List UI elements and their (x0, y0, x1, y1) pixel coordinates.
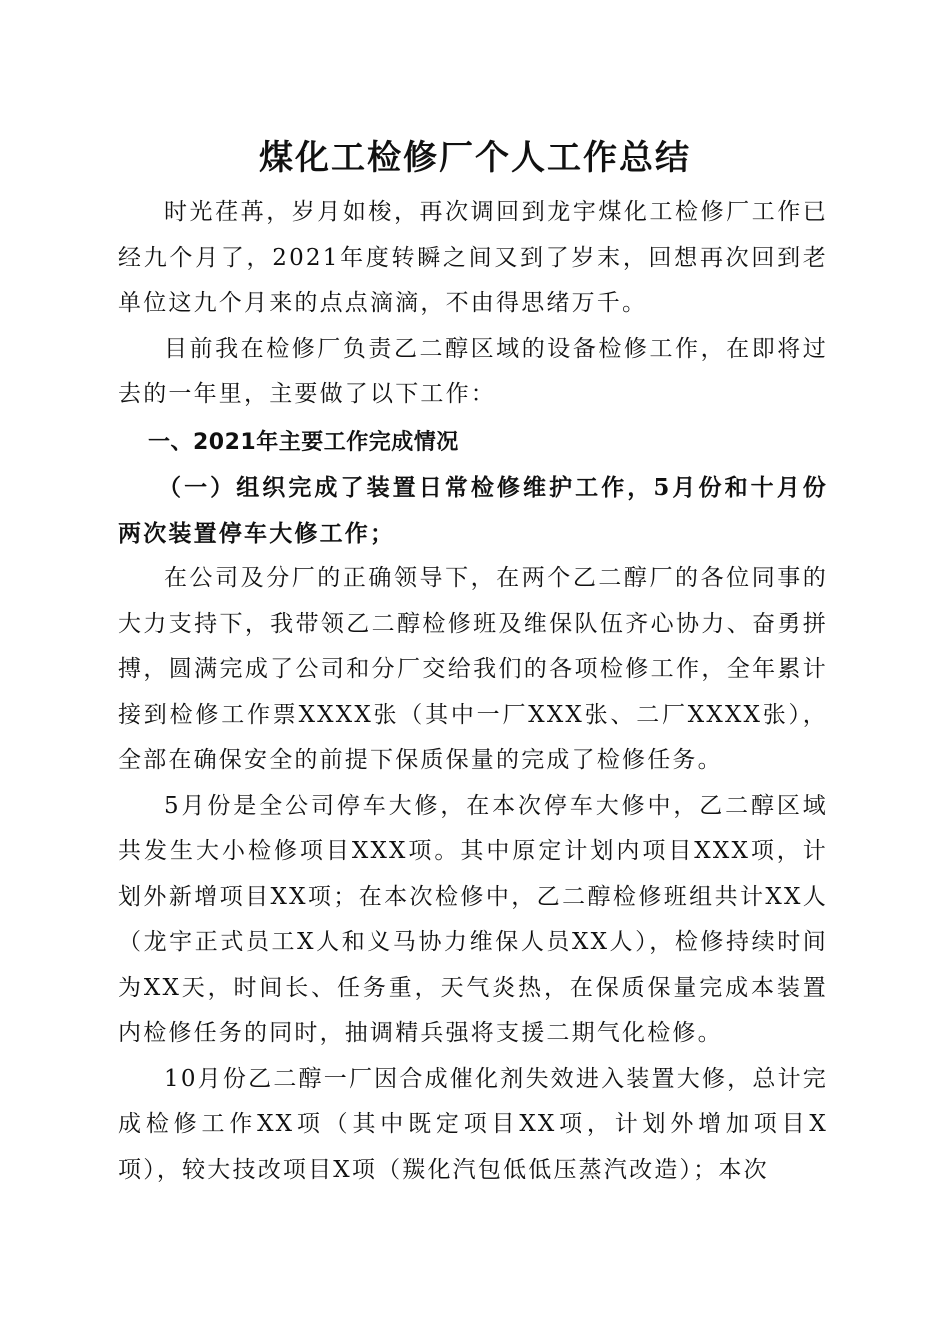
paragraph-october-overhaul: 10月份乙二醇一厂因合成催化剂失效进入装置大修，总计完成检修工作XX项（其中既定项目XX项，计划外增加项目X项），较大技改项目X项（羰化汽包低低压蒸汽改造）；本次 (118, 1065, 828, 1183)
document-title: 煤化工检修厂个人工作总结 (259, 138, 691, 178)
paragraph-may-overhaul: 5月份是全公司停车大修，在本次停车大修中，乙二醇区域共发生大小检修项目XXX项。其中原定计划内项目XXX项，计划外新增项目XX项；在本次检修中，乙二醇检修班组共计XX人（龙宇正式员工X人和义马协力维保人员XX人），检修持续时间为XX天，时间长、任务重，天气炎热，在保质保量完成本装置内检修任务的同时，抽调精兵强将支援二期气化检修。 (118, 792, 828, 1046)
document-body (118, 190, 828, 1193)
section-heading-1: 一、2021年主要工作完成情况 (148, 429, 459, 455)
subsection-heading-1: （一）组织完成了装置日常检修维护工作，5月份和十月份两次装置停车大修工作； (118, 474, 828, 547)
paragraph-maintenance-summary: 在公司及分厂的正确领导下，在两个乙二醇厂的各位同事的大力支持下，我带领乙二醇检修班及维保队伍齐心协力、奋勇拼搏，圆满完成了公司和分厂交给我们的各项检修工作，全年累计接到检修工作票XXXX张（其中一厂XXX张、二厂XXXX张），全部在确保安全的前提下保质保量的完成了检修任务。 (118, 565, 828, 773)
paragraph-role: 目前我在检修厂负责乙二醇区域的设备检修工作，在即将过去的一年里，主要做了以下工作： (118, 335, 828, 407)
paragraph-intro: 时光荏苒，岁月如梭，再次调回到龙宇煤化工检修厂工作已经九个月了，2021年度转瞬之间又到了岁末，回想再次回到老单位这九个月来的点点滴滴，不由得思绪万千。 (118, 199, 828, 316)
